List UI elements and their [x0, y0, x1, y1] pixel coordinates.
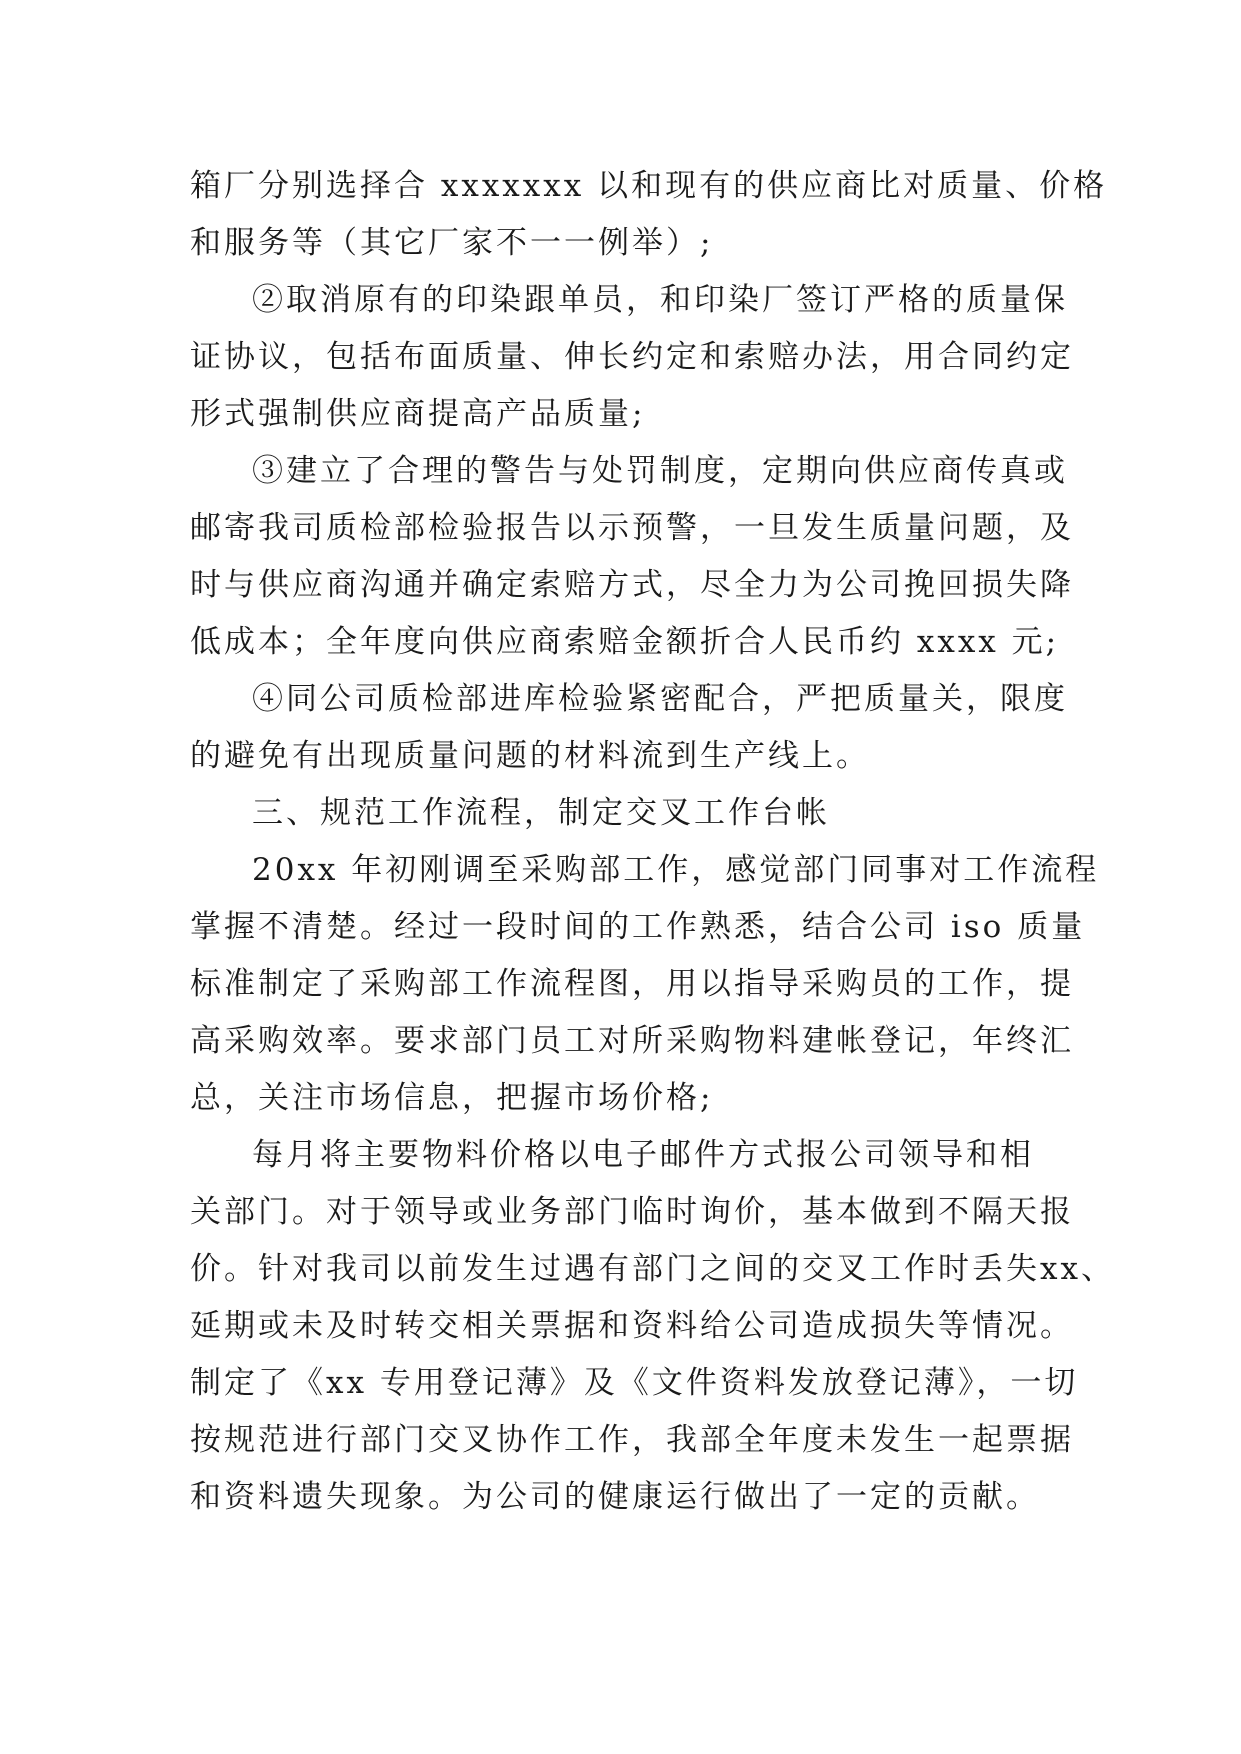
text-line: 制定了《xx 专用登记薄》及《文件资料发放登记薄》，一切: [190, 1365, 1079, 1401]
list-item-4: ④同公司质检部进库检验紧密配合，严把质量关，限度: [252, 681, 1068, 717]
text-line: 和资料遗失现象。为公司的健康运行做出了一定的贡献。: [190, 1479, 1040, 1515]
text-line: 证协议，包括布面质量、伸长约定和索赔办法，用合同约定: [190, 339, 1074, 375]
text-line: 掌握不清楚。经过一段时间的工作熟悉，结合公司 iso 质量: [190, 909, 1086, 945]
text-line: 高采购效率。要求部门员工对所采购物料建帐登记，年终汇: [190, 1023, 1074, 1059]
text-line: 时与供应商沟通并确定索赔方式，尽全力为公司挽回损失降: [190, 567, 1074, 603]
paragraph-start: 每月将主要物料价格以电子邮件方式报公司领导和相: [252, 1137, 1034, 1173]
body-text: [190, 158, 1115, 1526]
section-heading: 三、规范工作流程，制定交叉工作台帐: [252, 795, 830, 831]
paragraph-start: 20xx 年初刚调至采购部工作，感觉部门同事对工作流程: [252, 852, 1100, 888]
text-line: 按规范进行部门交叉协作工作，我部全年度未发生一起票据: [190, 1422, 1074, 1458]
text-line: 形式强制供应商提高产品质量;: [190, 396, 646, 432]
text-line: 邮寄我司质检部检验报告以示预警，一旦发生质量问题，及: [190, 510, 1074, 546]
text-line: 延期或未及时转交相关票据和资料给公司造成损失等情况。: [190, 1308, 1074, 1344]
list-item-2: ②取消原有的印染跟单员，和印染厂签订严格的质量保: [252, 282, 1068, 318]
text-line: 标准制定了采购部工作流程图，用以指导采购员的工作，提: [190, 966, 1074, 1002]
text-line: 箱厂分别选择合 xxxxxxx 以和现有的供应商比对质量、价格: [190, 168, 1108, 204]
text-line: 总，关注市场信息，把握市场价格;: [190, 1080, 714, 1116]
text-line: 和服务等（其它厂家不一一例举）;: [190, 225, 714, 261]
text-line: 关部门。对于领导或业务部门临时询价，基本做到不隔天报: [190, 1194, 1074, 1230]
text-line: 低成本；全年度向供应商索赔金额折合人民币约 xxxx 元;: [190, 624, 1060, 660]
list-item-3: ③建立了合理的警告与处罚制度，定期向供应商传真或: [252, 453, 1068, 489]
text-line: 的避免有出现质量问题的材料流到生产线上。: [190, 738, 870, 774]
text-line: 价。针对我司以前发生过遇有部门之间的交叉工作时丢失xx、: [190, 1251, 1115, 1287]
